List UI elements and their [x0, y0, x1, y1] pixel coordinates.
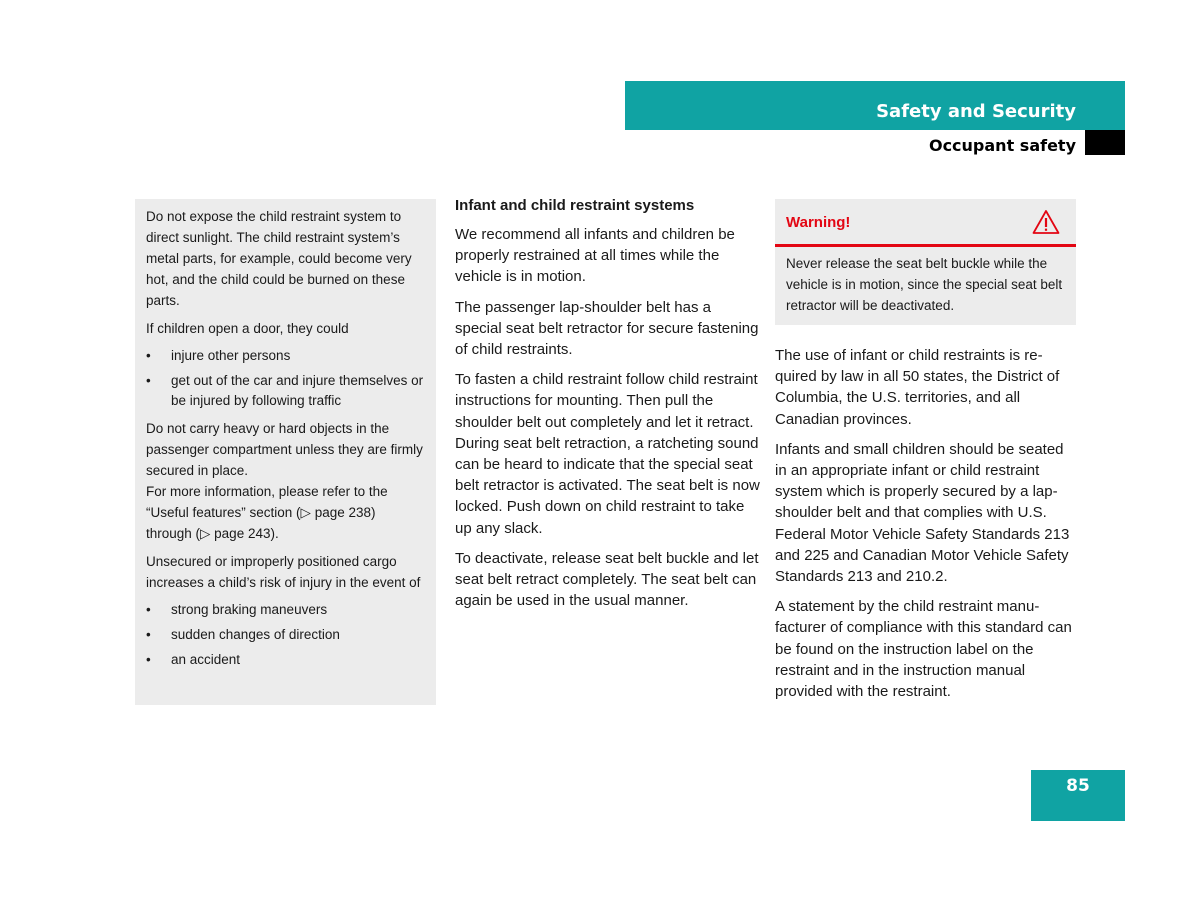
body-paragraph: To deactivate, release seat belt buckle and let seat belt retract completely. The seat belt can again be used in the usual manner.: [455, 549, 759, 610]
list-item-text: an accident: [171, 652, 241, 667]
caution-paragraph: If children open a door, they could: [146, 321, 349, 336]
caution-paragraph-reference: For more information, please refer to the “Useful features” section (▷ page 238) through (▷ page 243).: [146, 484, 388, 541]
list-item-text: sudden changes of direction: [171, 627, 340, 642]
child-restraint-caution-box: [135, 199, 436, 705]
list-item: [146, 600, 424, 620]
list-item: [146, 625, 424, 645]
subsection-title: Occupant safety: [928, 136, 1076, 155]
body-paragraph: The use of infant or child restraints is required by law in all 50 states, the District of Columbia, the U.S. territories, and all Canadian provinces.: [775, 347, 1060, 428]
bullet: •: [146, 652, 151, 667]
warning-label: Warning!: [786, 214, 851, 231]
list-item: [146, 371, 424, 411]
door-risk-list: [146, 346, 424, 411]
cargo-risk-list: [146, 600, 424, 670]
body-paragraph: A statement by the child restraint manufacturer of compliance with this standard can be found on the instruction label on the restraint and in the instruction manual provided with the restraint.: [775, 598, 1072, 701]
section-heading: Infant and child restraint systems: [455, 197, 695, 214]
list-item-text: injure other persons: [171, 348, 291, 363]
page-number-box: [1031, 770, 1125, 821]
middle-column: [455, 196, 760, 620]
bullet: •: [146, 348, 151, 363]
body-paragraph: We recommend all infants and children be properly restrained at all times while the vehicle is in motion.: [455, 226, 735, 286]
list-item-text: get out of the car and injure themselves or be injured by following traffic: [171, 373, 424, 408]
section-tab-marker: [1085, 130, 1125, 155]
right-column: [775, 199, 1076, 711]
warning-header: [775, 199, 1076, 247]
warning-text: Never release the seat belt buckle while the vehicle is in motion, since the special seat belt retractor will be deactivated.: [786, 256, 1063, 313]
body-paragraph: To fasten a child restraint follow child restraint instructions for mounting. Then pull the shoulder belt out completely and let it retract. During seat belt retraction, a ratcheting sound can be heard to indicate that the special seat belt retractor is activated. The seat belt is now locked. Push down on child restraint to take up any slack.: [455, 371, 760, 537]
right-body: [775, 345, 1076, 702]
caution-paragraph: Do not carry heavy or hard objects in the passenger compartment unless they are firmly secured in place.: [146, 421, 423, 478]
body-paragraph: Infants and small children should be seated in an appropriate infant or child restraint system which is properly secured by a lap-shoulder belt and that complies with U.S. Federal Motor Vehicle Safety Standards 213 and 225 and Canadian Motor Vehicle Safety Standards 213 and 210.2.: [775, 440, 1070, 586]
list-item: [146, 650, 424, 670]
page-number: 85: [1066, 776, 1090, 796]
bullet: •: [146, 627, 151, 642]
body-paragraph: The passenger lap-shoulder belt has a special seat belt retractor for secure fastening of child restraints.: [455, 298, 759, 359]
section-title: Safety and Security: [876, 101, 1076, 122]
list-item: [146, 346, 424, 366]
list-item-text: strong braking maneuvers: [171, 602, 328, 617]
caution-paragraph: Do not expose the child restraint system to direct sunlight. The child restraint system’s metal parts, for example, could become very hot, and the child could be burned on these parts.: [146, 209, 412, 308]
bullet: •: [146, 373, 151, 388]
caution-paragraph: Unsecured or improperly positioned cargo increases a child’s risk of injury in the event of: [146, 554, 421, 590]
warning-box: [775, 199, 1076, 325]
bullet: •: [146, 602, 151, 617]
warning-triangle-icon: [1032, 209, 1060, 235]
